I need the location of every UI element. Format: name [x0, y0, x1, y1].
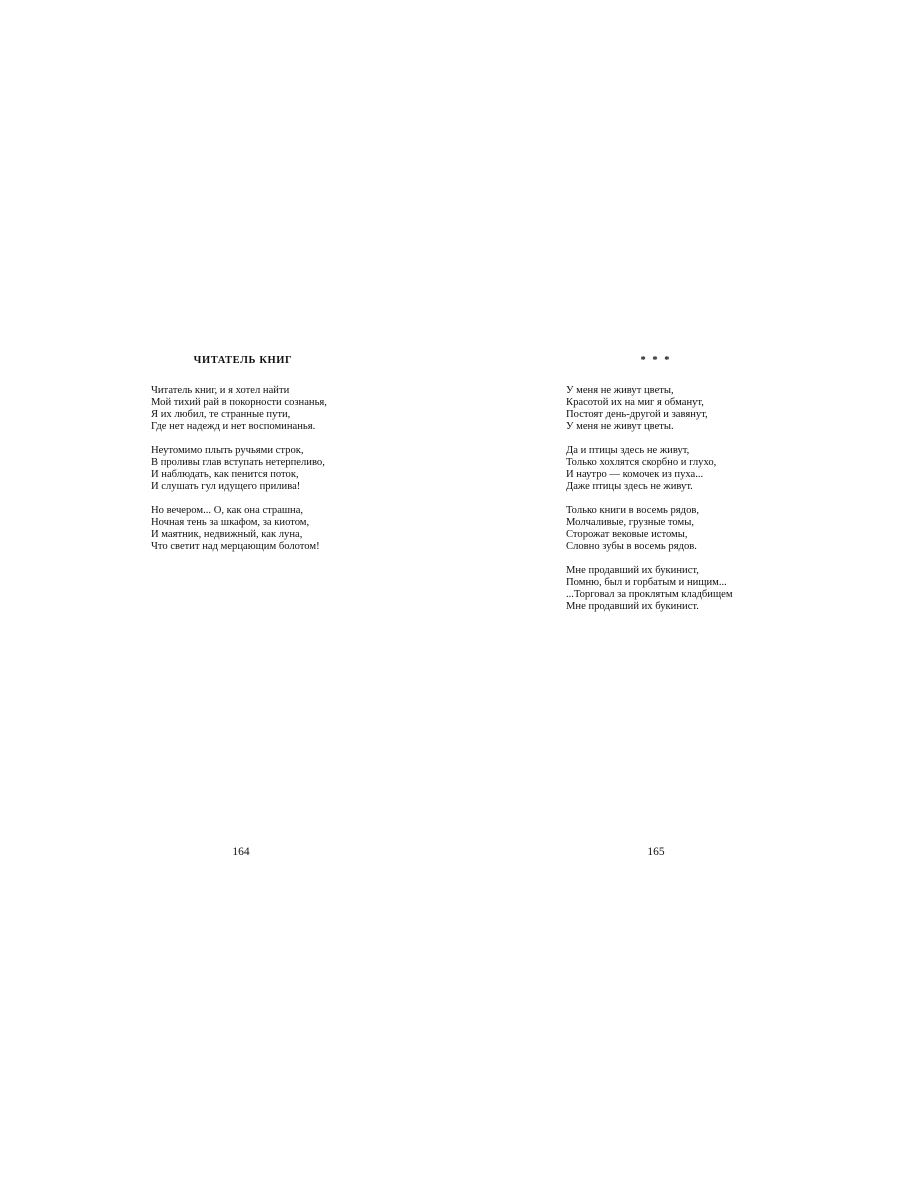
- poem-line: Мне продавший их букинист,: [566, 565, 699, 576]
- poem-line: Красотой их на миг я обманут,: [566, 397, 704, 408]
- poem-line: Но вечером... О, как она страшна,: [151, 505, 304, 516]
- poem-line: И маятник, недвижный, как луна,: [151, 529, 303, 540]
- poem-line: Да и птицы здесь не живут,: [566, 445, 690, 456]
- poem-left: [151, 354, 381, 565]
- stanza: [566, 565, 806, 613]
- poem-line: ...Торговал за проклятым кладбищем: [566, 589, 733, 600]
- poem-line: Что светит над мерцающим болотом!: [151, 541, 320, 552]
- poem-line: У меня не живут цветы,: [566, 385, 674, 396]
- stanza: [151, 505, 381, 553]
- poem-line: Сторожат вековые истомы,: [566, 529, 688, 540]
- poem-line: Я их любил, те странные пути,: [151, 409, 291, 420]
- poem-title: ЧИТАТЕЛЬ КНИГ: [193, 355, 293, 366]
- poem-stanzas: [566, 385, 806, 613]
- stanza: [151, 445, 381, 493]
- page-number: 165: [647, 846, 665, 858]
- poem-line: Только книги в восемь рядов,: [566, 505, 700, 516]
- poem-line: Даже птицы здесь не живут.: [566, 481, 693, 492]
- poem-line: И наблюдать, как пенится поток,: [151, 469, 299, 480]
- stanza: [566, 505, 806, 553]
- poem-line: Неутомимо плыть ручьями строк,: [151, 445, 304, 456]
- poem-line: Мой тихий рай в покорности сознанья,: [151, 397, 327, 408]
- poem-line: Молчаливые, грузные томы,: [566, 517, 694, 528]
- stanza: [566, 445, 806, 493]
- poem-line: Только хохлятся скорбно и глухо,: [566, 457, 717, 468]
- poem-line: Где нет надежд и нет воспоминанья.: [151, 421, 316, 432]
- poem-line: Мне продавший их букинист.: [566, 601, 699, 612]
- poem-line: И слушать гул идущего прилива!: [151, 481, 301, 492]
- poem-line: Словно зубы в восемь рядов.: [566, 541, 697, 552]
- poem-line: Ночная тень за шкафом, за киотом,: [151, 517, 310, 528]
- page-number: 164: [232, 846, 250, 858]
- poem-right: [566, 354, 806, 625]
- poem-line: Читатель книг, и я хотел найти: [151, 385, 290, 396]
- poem-line: И наутро — комочек из пуха...: [566, 469, 704, 480]
- poem-line: Постоят день-другой и завянут,: [566, 409, 708, 420]
- poem-line: Помню, был и горбатым и нищим...: [566, 577, 727, 588]
- poem-line: У меня не живут цветы.: [566, 421, 674, 432]
- poem-stanzas: [151, 385, 381, 553]
- stanza: [151, 385, 381, 433]
- right-page: [450, 0, 900, 1200]
- poem-title-asterisks: * * *: [640, 355, 672, 366]
- poem-line: В проливы глав вступать нетерпеливо,: [151, 457, 325, 468]
- stanza: [566, 385, 806, 433]
